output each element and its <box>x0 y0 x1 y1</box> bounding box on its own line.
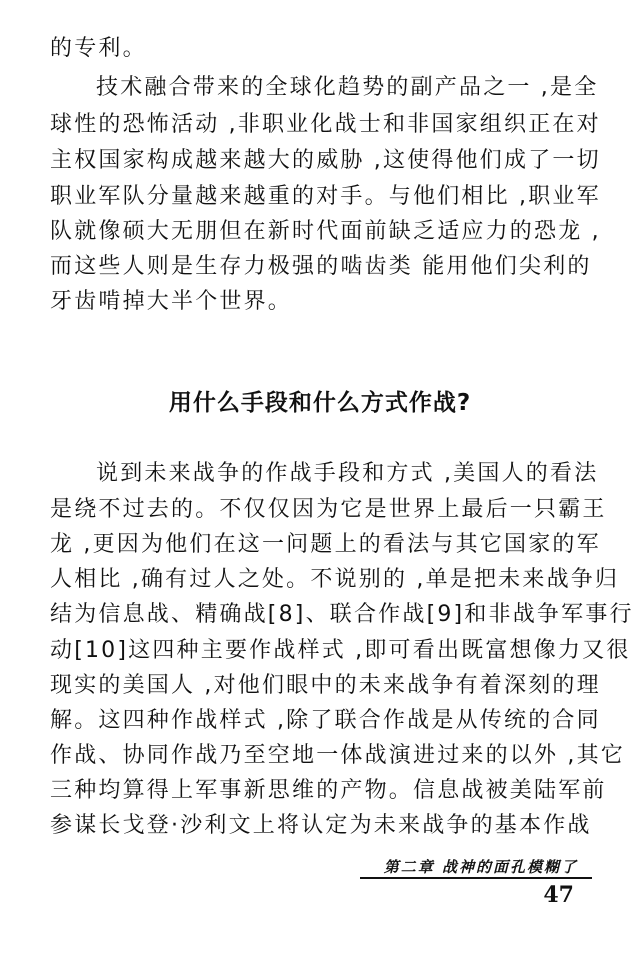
paragraph-line: 龙 ,更因为他们在这一问题上的看法与其它国家的军 <box>50 532 601 557</box>
paragraph-line: 作战、协同作战乃至空地一体战演进过来的以外 ,其它 <box>50 743 625 768</box>
paragraph-line: 现实的美国人 ,对他们眼中的未来战争有着深刻的理 <box>50 673 601 698</box>
paragraph-line: 结为信息战、精确战[8]、联合作战[9]和非战争军事行 <box>50 602 634 627</box>
footer-divider <box>360 877 592 879</box>
paragraph-line: 而这些人则是生存力极强的啮齿类 能用他们尖利的 <box>50 254 592 279</box>
paragraph-line: 是绕不过去的。不仅仅因为它是世界上最后一只霸王 <box>50 497 607 522</box>
paragraph-line: 技术融合带来的全球化趋势的副产品之一 ,是全 <box>96 75 599 100</box>
running-footer-chapter-title: 第二章 战神的面孔模糊了 <box>383 858 578 876</box>
paragraph-line: 参谋长戈登·沙利文上将认定为未来战争的基本作战 <box>50 813 592 838</box>
paragraph-line: 球性的恐怖活动 ,非职业化战士和非国家组织正在对 <box>50 112 601 137</box>
paragraph-line: 主权国家构成越来越大的威胁 ,这使得他们成了一切 <box>50 148 601 173</box>
page-number: 47 <box>543 882 574 908</box>
paragraph-line: 职业军队分量越来越重的对手。与他们相比 ,职业军 <box>50 184 601 209</box>
paragraph-line: 三种均算得上军事新思维的产物。信息战被美陆军前 <box>50 778 607 803</box>
paragraph-line: 的专利。 <box>50 36 147 61</box>
paragraph-line: 说到未来战争的作战手段和方式 ,美国人的看法 <box>96 461 599 486</box>
paragraph-line: 动[10]这四种主要作战样式 ,即可看出既富想像力又很 <box>50 638 631 663</box>
paragraph-line: 解。这四种作战样式 ,除了联合作战是从传统的合同 <box>50 708 601 733</box>
paragraph-line: 人相比 ,确有过人之处。不说别的 ,单是把未来战争归 <box>50 567 620 592</box>
paragraph-line: 牙齿啃掉大半个世界。 <box>50 289 293 314</box>
section-heading: 用什么手段和什么方式作战? <box>168 390 472 416</box>
paragraph-line: 队就像硕大无朋但在新时代面前缺乏适应力的恐龙 , <box>50 219 601 244</box>
